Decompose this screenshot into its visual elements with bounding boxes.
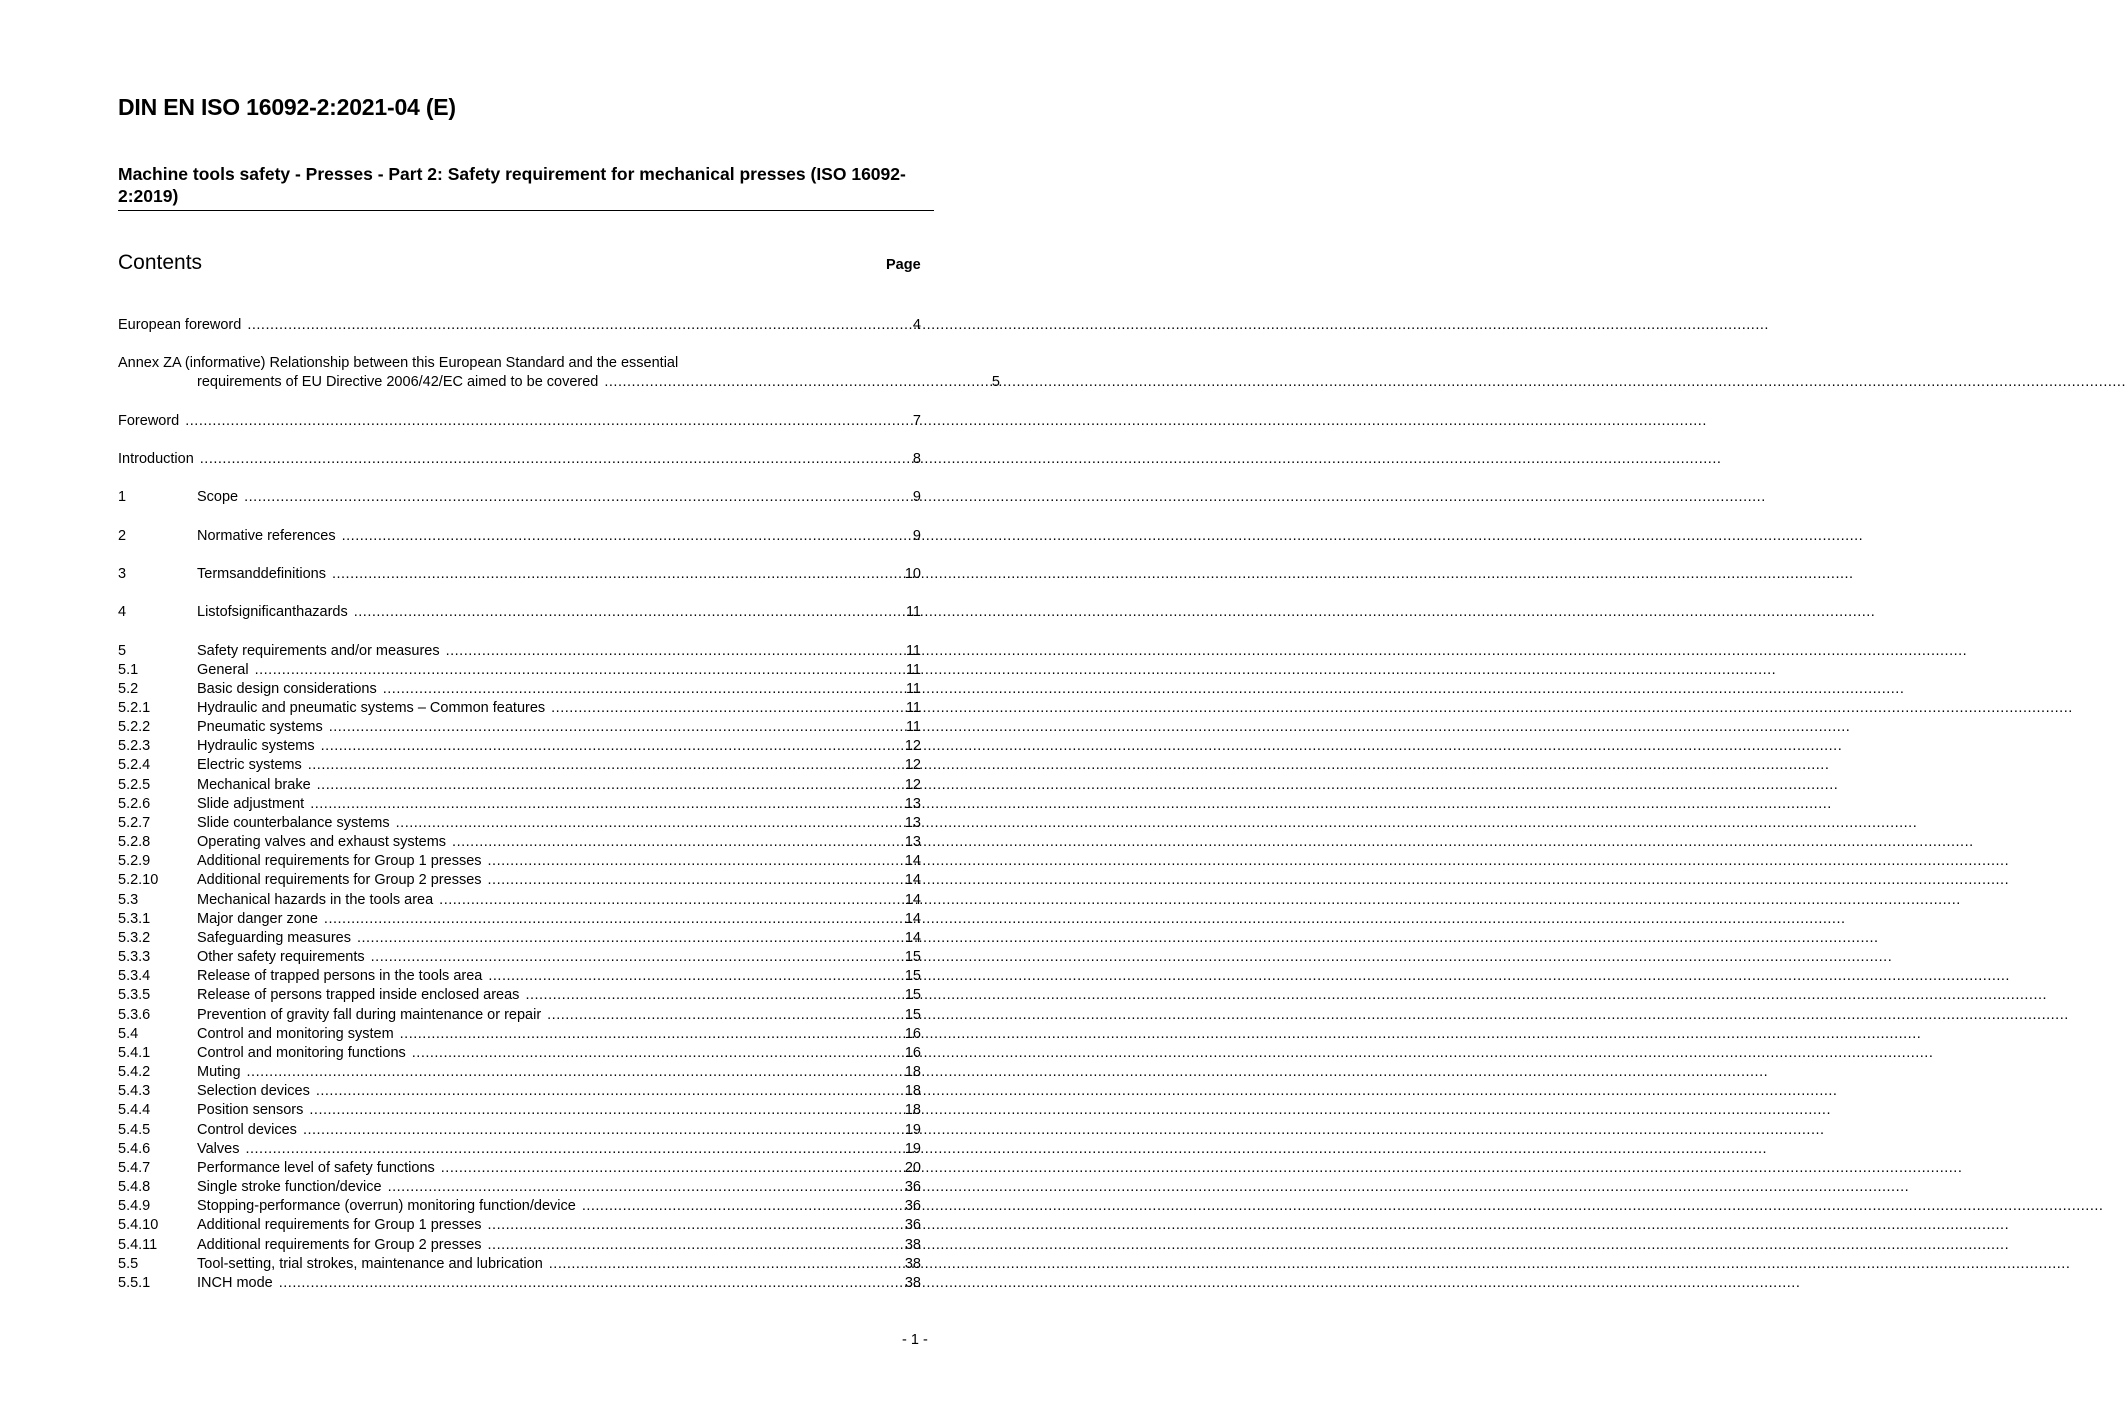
toc-entry[interactable] (118, 1178, 921, 1197)
toc-entry-title: Stopping-performance (overrun) monitoring function/device (197, 1198, 576, 1214)
toc-entry[interactable] (118, 661, 921, 680)
toc-entry-title: Control devices (197, 1122, 297, 1138)
toc-dot-leader (247, 316, 912, 335)
toc-dot-leader (357, 929, 904, 948)
toc-dot-leader (342, 527, 912, 546)
toc-entry-title: Additional requirements for Group 1 presses (197, 1217, 482, 1233)
toc-entry-page: 38 (904, 1256, 921, 1272)
toc-entry-page: 12 (904, 738, 921, 754)
toc-dot-leader (255, 661, 905, 680)
toc-entry[interactable] (118, 488, 921, 507)
toc-entry-title: Additional requirements for Group 2 presses (197, 1237, 482, 1253)
toc-entry-title: Slide counterbalance systems (197, 815, 390, 831)
toc-entry-page: 14 (904, 930, 921, 946)
toc-entry-page: 11 (905, 662, 921, 678)
toc-entry-page: 13 (904, 796, 921, 812)
toc-dot-leader (396, 814, 904, 833)
page-column-heading: Page (886, 257, 921, 273)
toc-entry-title: Termsanddefinitions (197, 566, 326, 582)
toc-dot-leader (488, 967, 904, 986)
toc-dot-leader (303, 1121, 904, 1140)
toc-dot-leader (400, 1025, 904, 1044)
toc-entry[interactable] (118, 1197, 921, 1216)
document-subtitle: Machine tools safety - Presses - Part 2: Safety requirement for mechanical presses (ISO 16092-2:2019) (118, 164, 906, 206)
toc-entry-number: 5.4.6 (118, 1141, 151, 1157)
toc-dot-leader (279, 1274, 904, 1293)
toc-entry-page: 38 (904, 1275, 921, 1291)
toc-entry-number: 5.2.10 (118, 872, 159, 888)
toc-entry[interactable] (118, 795, 921, 814)
toc-entry-page: 15 (904, 968, 921, 984)
toc-entry-number: 5.4.7 (118, 1160, 151, 1176)
toc-entry[interactable] (118, 373, 1000, 392)
toc-entry[interactable] (118, 737, 921, 756)
toc-entry-page: 11 (905, 643, 921, 659)
toc-dot-leader (329, 718, 905, 737)
toc-dot-leader (383, 680, 905, 699)
toc-entry[interactable] (118, 1255, 921, 1274)
toc-entry-page: 4 (912, 317, 921, 333)
toc-entry-title: Safeguarding measures (197, 930, 351, 946)
toc-entry-title: Electric systems (197, 757, 302, 773)
toc-entry-number: 5.2.8 (118, 834, 151, 850)
toc-dot-leader (441, 1159, 904, 1178)
toc-entry-page: 5 (991, 374, 1000, 390)
toc-entry[interactable] (118, 910, 921, 929)
toc-dot-leader (604, 373, 991, 392)
toc-dot-leader (582, 1197, 904, 1216)
toc-entry[interactable] (118, 718, 921, 737)
toc-entry-title: Safety requirements and/or measures (197, 643, 440, 659)
toc-dot-leader (321, 737, 904, 756)
toc-entry-page: 9 (912, 489, 921, 505)
toc-entry-number: 5.3.5 (118, 987, 151, 1003)
toc-entry-number: 1 (118, 489, 127, 505)
toc-entry-title: Basic design considerations (197, 681, 377, 697)
toc-entry-number: 5.2.2 (118, 719, 151, 735)
toc-entry-title: Muting (197, 1064, 241, 1080)
toc-entry-number: 5.4.11 (118, 1237, 158, 1253)
toc-entry-title: Release of trapped persons in the tools area (197, 968, 483, 984)
toc-entry-page: 14 (904, 872, 921, 888)
toc-dot-leader (439, 891, 904, 910)
toc-entry-title: Control and monitoring system (197, 1026, 394, 1042)
toc-dot-leader (354, 603, 905, 622)
toc-entry-title: Prevention of gravity fall during maintenance or repair (197, 1007, 542, 1023)
toc-entry[interactable] (118, 603, 921, 622)
toc-dot-leader (316, 1082, 904, 1101)
toc-entry-page: 38 (904, 1237, 921, 1253)
toc-entry-number: 5.4.2 (118, 1064, 151, 1080)
toc-entry[interactable] (118, 967, 921, 986)
toc-entry[interactable] (118, 527, 921, 546)
toc-entry[interactable] (118, 1236, 921, 1255)
toc-entry-title: Additional requirements for Group 2 presses (197, 872, 482, 888)
toc-entry[interactable] (118, 986, 921, 1005)
toc-entry[interactable] (118, 776, 921, 795)
toc-entry-number: 2 (118, 528, 127, 544)
toc-entry-page: 15 (904, 1007, 921, 1023)
toc-dot-leader (488, 1216, 904, 1235)
toc-dot-leader (245, 1140, 903, 1159)
toc-entry-page: 36 (904, 1198, 921, 1214)
toc-entry-number: 5.3 (118, 892, 139, 908)
toc-entry[interactable] (118, 565, 921, 584)
toc-entry[interactable] (118, 680, 921, 699)
toc-entry-number: 5.5 (118, 1256, 139, 1272)
toc-entry[interactable] (118, 891, 921, 910)
toc-entry-title: Valves (197, 1141, 240, 1157)
toc-entry[interactable] (118, 948, 921, 967)
toc-entry-page: 7 (912, 413, 921, 429)
toc-entry[interactable] (118, 929, 921, 948)
toc-entry-number: 5.4.8 (118, 1179, 151, 1195)
toc-entry-page: 11 (905, 681, 921, 697)
toc-entry-title: Tool-setting, trial strokes, maintenance and lubrication (197, 1256, 543, 1272)
toc-entry-number: 3 (118, 566, 127, 582)
toc-entry-title: Foreword (118, 413, 180, 429)
table-of-contents (0, 0, 1000, 1403)
toc-entry-title: Mechanical brake (197, 777, 311, 793)
toc-entry-title: Scope (197, 489, 239, 505)
toc-entry-number: 5.3.4 (118, 968, 151, 984)
toc-entry-title: Release of persons trapped inside enclosed areas (197, 987, 520, 1003)
toc-entry-number: 4 (118, 604, 127, 620)
toc-entry-number: 5.2.7 (118, 815, 151, 831)
toc-dot-leader (200, 450, 912, 469)
toc-entry[interactable] (118, 642, 921, 661)
toc-entry-title: INCH mode (197, 1275, 273, 1291)
toc-entry-title: Single stroke function/device (197, 1179, 382, 1195)
toc-entry[interactable] (118, 1063, 921, 1082)
page-number: - 1 - (902, 1332, 928, 1348)
toc-entry-title: Position sensors (197, 1102, 304, 1118)
toc-entry-title: Operating valves and exhaust systems (197, 834, 447, 850)
toc-entry-number: 5.3.6 (118, 1007, 151, 1023)
toc-dot-leader (525, 986, 903, 1005)
toc-entry-page: 12 (904, 777, 921, 793)
toc-entry[interactable] (118, 1006, 921, 1025)
toc-entry-page: 8 (912, 451, 921, 467)
toc-entry[interactable] (118, 1274, 921, 1293)
toc-dot-leader (332, 565, 904, 584)
toc-entry-title: requirements of EU Directive 2006/42/EC aimed to be covered (197, 374, 599, 390)
toc-entry[interactable] (118, 1101, 921, 1120)
toc-entry-page: 11 (905, 700, 921, 716)
toc-entry-page: 20 (904, 1160, 921, 1176)
toc-entry-title: General (197, 662, 249, 678)
toc-entry[interactable] (118, 1121, 921, 1140)
toc-dot-leader (551, 699, 905, 718)
toc-entry-number: 5.4.5 (118, 1122, 151, 1138)
toc-entry-title: European foreword (118, 317, 242, 333)
toc-entry-page: 19 (904, 1122, 921, 1138)
toc-dot-leader (310, 795, 904, 814)
toc-entry-page: 36 (904, 1179, 921, 1195)
toc-entry[interactable] (118, 699, 921, 718)
toc-entry[interactable] (118, 1025, 921, 1044)
toc-dot-leader (388, 1178, 904, 1197)
toc-entry-number: 5.4 (118, 1026, 139, 1042)
toc-entry-number: 5.4.1 (118, 1045, 151, 1061)
toc-entry[interactable] (118, 833, 921, 852)
toc-dot-leader (371, 948, 904, 967)
toc-dot-leader (412, 1044, 904, 1063)
toc-entry-page: 10 (904, 566, 921, 582)
toc-dot-leader (488, 852, 904, 871)
toc-dot-leader (446, 642, 905, 661)
toc-entry-title: Hydraulic and pneumatic systems – Common features (197, 700, 546, 716)
toc-entry-page: 18 (904, 1083, 921, 1099)
toc-entry-number: 5.2 (118, 681, 139, 697)
toc-entry-page: 9 (912, 528, 921, 544)
toc-entry-page: 16 (904, 1045, 921, 1061)
toc-entry-page: 14 (904, 892, 921, 908)
toc-dot-leader (185, 412, 912, 431)
toc-entry[interactable] (118, 814, 921, 833)
toc-entry-number: 5.4.10 (118, 1217, 159, 1233)
toc-entry-title: Other safety requirements (197, 949, 365, 965)
toc-dot-leader (547, 1006, 904, 1025)
toc-entry-page: 15 (904, 949, 921, 965)
toc-entry[interactable] (118, 354, 921, 373)
toc-entry[interactable] (118, 756, 921, 775)
toc-entry-page: 14 (904, 911, 921, 927)
toc-entry-page: 13 (904, 834, 921, 850)
toc-dot-leader (309, 1101, 903, 1120)
toc-entry-number: 5.2.6 (118, 796, 151, 812)
toc-entry[interactable] (118, 1216, 921, 1235)
toc-entry-number: 5.4.9 (118, 1198, 151, 1214)
toc-entry-number: 5.3.2 (118, 930, 151, 946)
document-title: DIN EN ISO 16092-2:2021-04 (E) (118, 94, 456, 120)
toc-entry-title: Performance level of safety functions (197, 1160, 435, 1176)
toc-entry[interactable] (118, 852, 921, 871)
toc-entry-page: 14 (904, 853, 921, 869)
toc-entry[interactable] (118, 1140, 921, 1159)
toc-entry[interactable] (118, 871, 921, 890)
contents-heading: Contents (118, 251, 203, 274)
toc-entry-page: 15 (904, 987, 921, 1003)
toc-entry-page: 16 (904, 1026, 921, 1042)
toc-entry-number: 5.2.1 (118, 700, 151, 716)
toc-dot-leader (488, 871, 904, 890)
toc-dot-leader (308, 756, 904, 775)
toc-entry[interactable] (118, 1044, 921, 1063)
toc-entry-title: Annex ZA (informative) Relationship between this European Standard and the essential (118, 355, 679, 371)
toc-entry-title: Listofsignificanthazards (197, 604, 348, 620)
toc-entry-title: Pneumatic systems (197, 719, 323, 735)
toc-entry-number: 5.2.4 (118, 757, 151, 773)
toc-entry-title: Selection devices (197, 1083, 310, 1099)
toc-dot-leader (244, 488, 912, 507)
toc-entry-page: 19 (904, 1141, 921, 1157)
toc-entry-number: 5.2.9 (118, 853, 151, 869)
toc-entry-title: Slide adjustment (197, 796, 305, 812)
toc-entry-number: 5 (118, 643, 127, 659)
toc-dot-leader (549, 1255, 904, 1274)
toc-entry-page: 18 (904, 1102, 921, 1118)
toc-dot-leader (324, 910, 904, 929)
toc-entry-page: 12 (904, 757, 921, 773)
toc-entry-number: 5.4.4 (118, 1102, 151, 1118)
toc-entry[interactable] (118, 1082, 921, 1101)
toc-entry-page: 13 (904, 815, 921, 831)
toc-entry-number: 5.5.1 (118, 1275, 151, 1291)
toc-dot-leader (488, 1236, 904, 1255)
toc-entry-page: 18 (904, 1064, 921, 1080)
toc-entry-page: 11 (905, 604, 921, 620)
toc-entry-title: Mechanical hazards in the tools area (197, 892, 434, 908)
toc-entry-title: Major danger zone (197, 911, 318, 927)
toc-entry-title: Control and monitoring functions (197, 1045, 406, 1061)
toc-entry-number: 5.3.3 (118, 949, 151, 965)
toc-entry-number: 5.3.1 (118, 911, 151, 927)
toc-entry[interactable] (118, 1159, 921, 1178)
toc-entry-page: 11 (905, 719, 921, 735)
toc-entry-page: 36 (904, 1217, 921, 1233)
toc-dot-leader (247, 1063, 904, 1082)
toc-entry-number: 5.2.3 (118, 738, 151, 754)
toc-entry-title: Additional requirements for Group 1 presses (197, 853, 482, 869)
toc-entry[interactable] (118, 450, 921, 469)
toc-entry-title: Normative references (197, 528, 336, 544)
toc-entry-number: 5.4.3 (118, 1083, 151, 1099)
toc-entry-number: 5.1 (118, 662, 139, 678)
toc-dot-leader (317, 776, 904, 795)
toc-entry-title: Introduction (118, 451, 194, 467)
toc-entry[interactable] (118, 412, 921, 431)
toc-dot-leader (452, 833, 904, 852)
toc-entry[interactable] (118, 316, 921, 335)
toc-entry-title: Hydraulic systems (197, 738, 315, 754)
toc-entry-number: 5.2.5 (118, 777, 151, 793)
